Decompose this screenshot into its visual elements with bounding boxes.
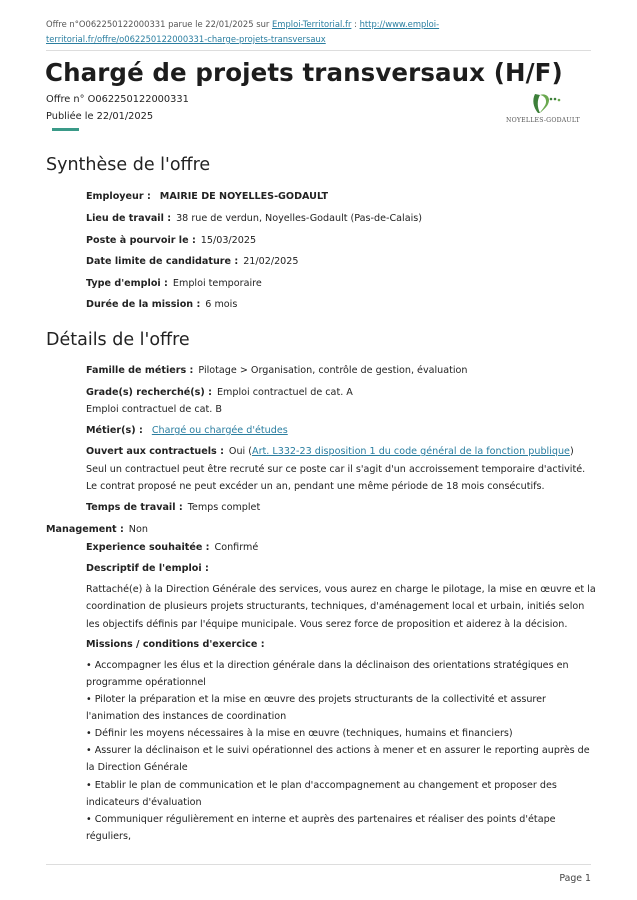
famille-value: Pilotage > Organisation, contrôle de gestion, évaluation xyxy=(198,365,468,376)
metier-label: Métier(s) : xyxy=(86,425,143,436)
site-link[interactable]: Emploi-Territorial.fr xyxy=(272,19,352,29)
lieu-value: 38 rue de verdun, Noyelles-Godault (Pas-de-Calais) xyxy=(176,213,422,224)
grade-label: Grade(s) recherché(s) : xyxy=(86,387,212,398)
lieu-label: Lieu de travail : xyxy=(86,213,172,224)
date-limite-value: 21/02/2025 xyxy=(243,256,299,267)
type-emploi-value: Emploi temporaire xyxy=(172,278,262,289)
metier-link[interactable]: Chargé ou chargée d'études xyxy=(151,425,288,436)
metier-row xyxy=(86,425,288,436)
temps-row xyxy=(86,502,260,513)
mission-item: • Définir les moyens nécessaires à la mise en œuvre (techniques, humains et financiers) xyxy=(86,728,513,739)
duree-label: Durée de la mission : xyxy=(86,299,201,310)
famille-row xyxy=(86,365,468,376)
experience-row xyxy=(86,542,258,553)
employer-logo xyxy=(502,90,584,128)
logo-text: NOYELLES-GODAULT xyxy=(506,117,580,124)
lieu-row xyxy=(86,213,422,224)
offer-url-link[interactable]: http://www.emploi-territorial.fr/offre/o062250122000331-charge-projets-transversaux xyxy=(46,19,440,44)
management-label: Management : xyxy=(46,524,124,535)
mission-item: • Etablir le plan de communication et le plan d'accompagnement au changement et proposer des indicateurs d'évaluation xyxy=(86,780,557,809)
experience-value: Confirmé xyxy=(214,542,259,553)
published-date: Publiée le 22/01/2025 xyxy=(46,111,154,122)
logo-emblem-icon xyxy=(502,90,584,118)
date-limite-row xyxy=(86,256,299,267)
experience-label: Experience souhaitée : xyxy=(86,542,210,553)
management-value: Non xyxy=(128,524,148,535)
poste-label: Poste à pourvoir le : xyxy=(86,235,196,246)
descriptif-label: Descriptif de l'emploi : xyxy=(86,563,209,574)
source-prefix: Offre n°O062250122000331 parue le 22/01/2025 sur xyxy=(46,19,270,29)
grade-row xyxy=(86,387,353,398)
type-emploi-label: Type d'emploi : xyxy=(86,278,168,289)
date-limite-label: Date limite de candidature : xyxy=(86,256,239,267)
grade-value-2: Emploi contractuel de cat. B xyxy=(86,404,222,415)
management-row xyxy=(46,524,148,535)
ouvert-label: Ouvert aux contractuels : xyxy=(86,446,224,457)
ouvert-text: Seul un contractuel peut être recruté sur ce poste car il s'agit d'un accroissement temporaire d'activité. Le contrat proposé ne peut excéder un an, pendant une même période de 18 mois consécutifs. xyxy=(86,464,586,493)
descriptif-text: Rattaché(e) à la Direction Générale des services, vous aurez en charge le pilotage, la mise en œuvre et la coordination de plusieurs projets structurants, techniques, d'aménagement local et urbain, initiés selon les objectifs définis par l'équipe municipale. Vous serez force de proposition et aiderez à la décision. xyxy=(86,584,596,630)
famille-label: Famille de métiers : xyxy=(86,365,194,376)
page-number: Page 1 xyxy=(559,873,591,884)
poste-value: 15/03/2025 xyxy=(200,235,257,246)
grade-value-1: Emploi contractuel de cat. A xyxy=(216,387,353,398)
details-heading: Détails de l'offre xyxy=(46,330,190,350)
top-divider xyxy=(46,50,591,51)
descriptif-label-row xyxy=(86,563,209,574)
missions-label: Missions / conditions d'exercice : xyxy=(86,639,265,650)
duree-row xyxy=(86,299,237,310)
temps-label: Temps de travail : xyxy=(86,502,183,513)
source-note xyxy=(46,17,596,47)
offer-number: Offre n° O062250122000331 xyxy=(46,94,189,105)
mission-item: • Piloter la préparation et la mise en œuvre des projets structurants de la collectivité et assurer l'animation des instances de coordination xyxy=(86,694,546,723)
poste-row xyxy=(86,235,256,246)
accent-bar xyxy=(52,128,79,131)
footer-divider xyxy=(46,864,591,865)
ouvert-prefix: Oui ( xyxy=(228,446,253,457)
source-separator: : xyxy=(354,19,357,29)
mission-item: • Assurer la déclinaison et le suivi opérationnel des actions à mener et en assurer le reporting auprès de la Direction Générale xyxy=(86,745,590,774)
employeur-value: MAIRIE DE NOYELLES-GODAULT xyxy=(159,191,329,202)
employeur-row xyxy=(86,191,328,202)
synthese-heading: Synthèse de l'offre xyxy=(46,155,211,175)
ouvert-suffix: ) xyxy=(569,446,574,457)
mission-item: • Communiquer régulièrement en interne et auprès des partenaires et réaliser des points d'étape réguliers, xyxy=(86,814,556,843)
employeur-label: Employeur : xyxy=(86,191,151,202)
missions-label-row xyxy=(86,639,265,650)
temps-value: Temps complet xyxy=(187,502,261,513)
duree-value: 6 mois xyxy=(205,299,238,310)
page-title: Chargé de projets transversaux (H/F) xyxy=(45,58,563,87)
ouvert-law-link[interactable]: Art. L332-23 disposition 1 du code général de la fonction publique xyxy=(252,446,570,457)
ouvert-row xyxy=(86,446,574,457)
type-emploi-row xyxy=(86,278,262,289)
mission-item: • Accompagner les élus et la direction générale dans la déclinaison des orientations stratégiques en programme opérationnel xyxy=(86,660,569,689)
